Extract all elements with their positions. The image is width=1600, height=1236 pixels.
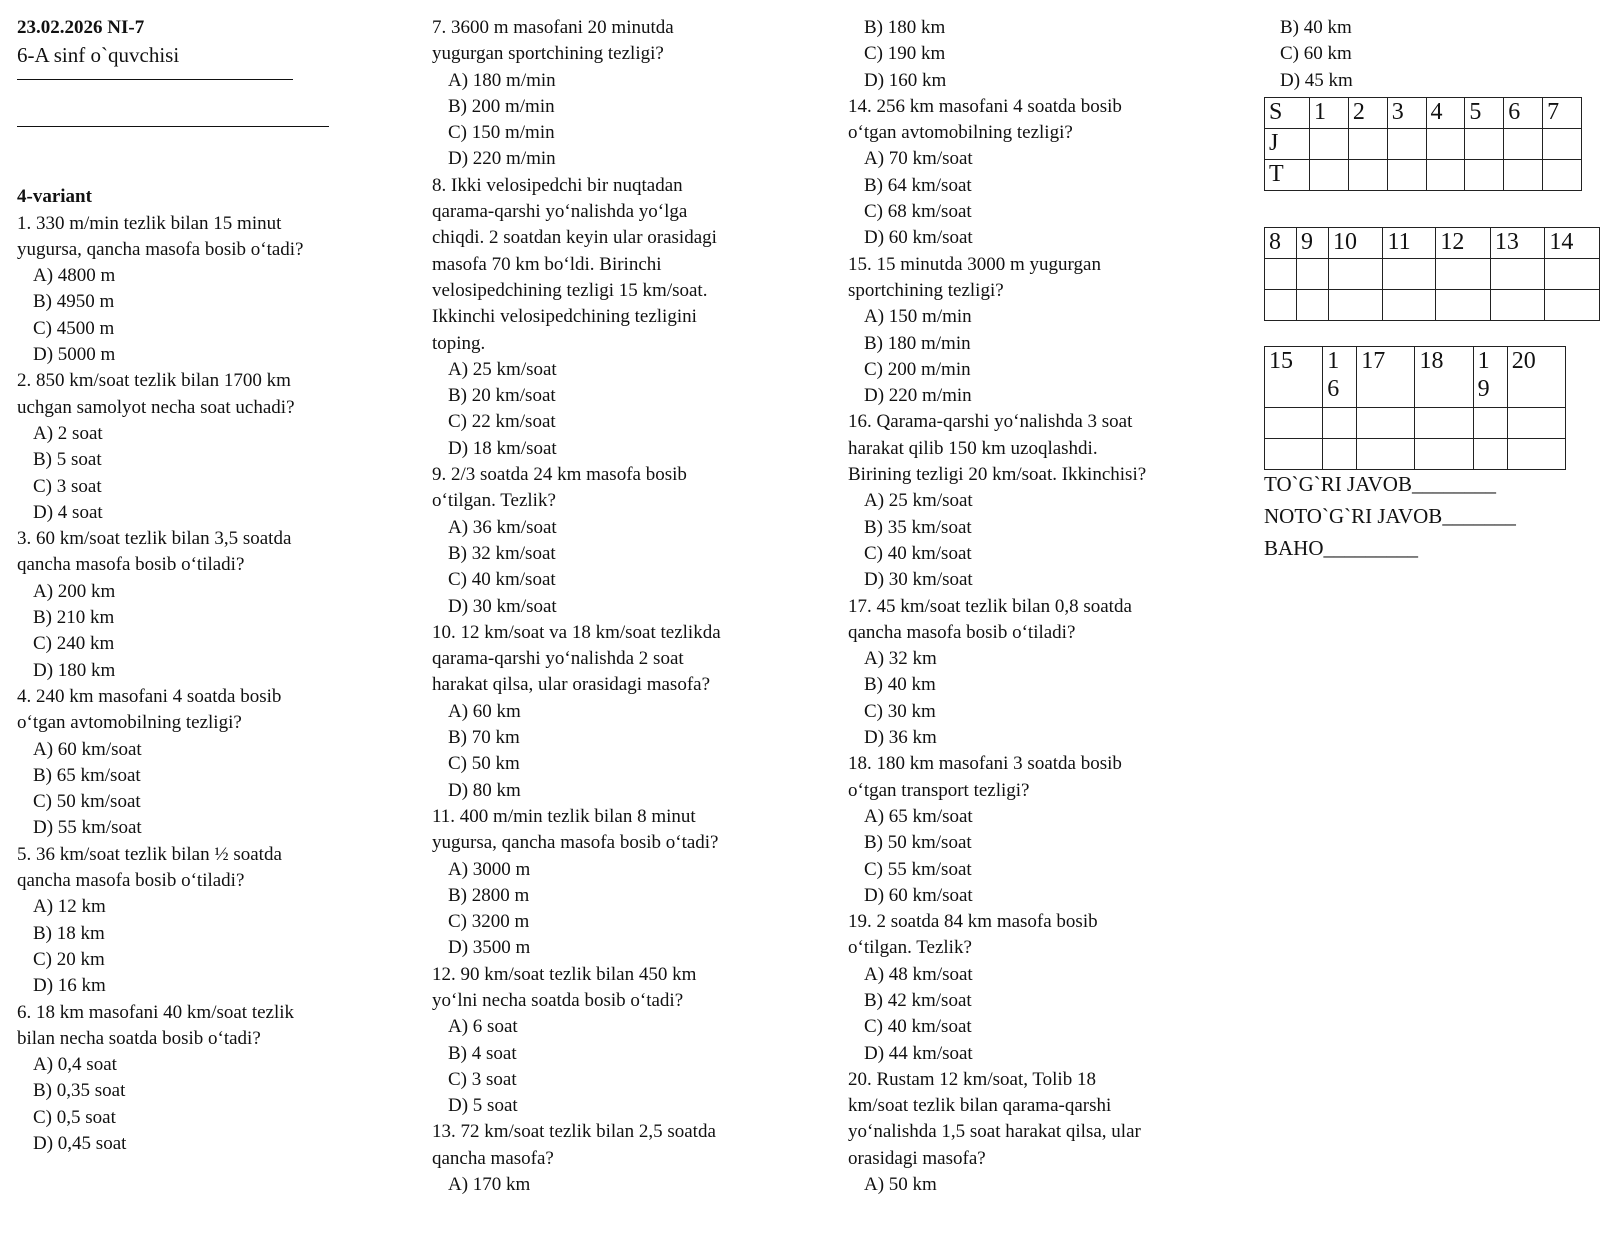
table-cell: 6	[1504, 98, 1543, 129]
question-text: uchgan samolyot necha soat uchadi?	[17, 396, 295, 418]
question-9	[432, 462, 832, 620]
answer-option: A) 180 m/min	[448, 69, 556, 91]
answer-option: A) 6 soat	[448, 1016, 518, 1038]
answer-cell[interactable]	[1348, 160, 1387, 191]
answer-option: B) 180 km	[864, 17, 946, 38]
answer-cell[interactable]	[1265, 259, 1297, 290]
question-text: masofa 70 km bo‘ldi. Birinchi	[432, 253, 662, 275]
question-text: qancha masofa?	[432, 1147, 554, 1169]
answer-option: D) 220 m/min	[448, 148, 556, 170]
answer-option: C) 200 m/min	[864, 358, 971, 380]
answer-table-header-row	[1265, 228, 1600, 259]
answer-option: D) 5 soat	[448, 1095, 518, 1117]
question-text: orasidagi masofa?	[848, 1147, 986, 1169]
answer-option: A) 50 km	[864, 1174, 937, 1196]
answer-row	[1265, 290, 1600, 321]
question-text: 18. 180 km masofani 3 soatda bosib	[848, 753, 1122, 775]
table-cell: 7	[1543, 98, 1582, 129]
answer-option: B) 65 km/soat	[33, 764, 141, 786]
answer-option: B) 0,35 soat	[33, 1080, 126, 1102]
answer-cell[interactable]	[1465, 129, 1504, 160]
answer-option: C) 3 soat	[448, 1068, 517, 1090]
answer-cell[interactable]	[1387, 129, 1426, 160]
question-text: o‘tgan transport tezligi?	[848, 779, 1030, 801]
answer-table-header-row	[1265, 347, 1566, 408]
answer-cell[interactable]	[1415, 408, 1473, 439]
question-text: 9. 2/3 soatda 24 km masofa bosib	[432, 464, 687, 486]
answer-option: A) 48 km/soat	[864, 963, 973, 985]
answer-option: C) 40 km/soat	[448, 569, 556, 591]
question-text: 16. Qarama-qarshi yo‘nalishda 3 soat	[848, 411, 1133, 433]
question-2	[17, 368, 407, 526]
answer-cell[interactable]	[1383, 259, 1436, 290]
table-cell: 8	[1265, 228, 1297, 259]
column-1	[17, 15, 407, 1157]
answer-option: B) 40 km	[1280, 17, 1352, 38]
table-cell: 4	[1426, 98, 1465, 129]
answer-option: B) 32 km/soat	[448, 542, 556, 564]
table-cell: T	[1265, 160, 1310, 191]
question-text: 1. 330 m/min tezlik bilan 15 minut	[17, 212, 282, 234]
answer-cell[interactable]	[1545, 290, 1600, 321]
answer-option: D) 180 km	[33, 659, 116, 681]
answer-option: B) 180 m/min	[864, 332, 971, 354]
answer-option: A) 170 km	[448, 1174, 531, 1196]
question-10	[432, 620, 832, 804]
table-cell: 1 9	[1473, 347, 1507, 408]
answer-option: B) 210 km	[33, 607, 115, 629]
question-text: 19. 2 soatda 84 km masofa bosib	[848, 911, 1098, 933]
answer-row	[1265, 439, 1566, 470]
question-3	[17, 526, 407, 684]
question-text: harakat qilsa, ular orasidagi masofa?	[432, 674, 711, 696]
question-1	[17, 211, 407, 369]
question-18	[848, 751, 1248, 909]
table-cell: 1 6	[1323, 347, 1357, 408]
answer-option: C) 50 km/soat	[33, 791, 141, 813]
answer-option: A) 4800 m	[33, 265, 116, 287]
table-cell: 10	[1328, 228, 1383, 259]
question-text: 10. 12 km/soat va 18 km/soat tezlikda	[432, 621, 721, 643]
variant-label: 4-variant	[17, 186, 92, 208]
answer-option: C) 150 m/min	[448, 122, 555, 144]
answer-row	[1265, 259, 1600, 290]
answer-option: B) 40 km	[864, 674, 936, 696]
question-text: qarama-qarshi yo‘nalishda yo‘lga	[432, 201, 688, 223]
question-7	[432, 15, 832, 173]
answer-option: A) 70 km/soat	[864, 148, 973, 170]
column-2	[432, 15, 832, 1198]
answer-row-t	[1265, 160, 1582, 191]
table-cell: 9	[1296, 228, 1328, 259]
answer-cell[interactable]	[1357, 408, 1415, 439]
answer-cell[interactable]	[1415, 439, 1473, 470]
answer-cell[interactable]	[1507, 439, 1565, 470]
answer-cell[interactable]	[1309, 160, 1348, 191]
question-text: 3. 60 km/soat tezlik bilan 3,5 soatda	[17, 528, 292, 550]
answer-option: B) 70 km	[448, 727, 520, 749]
answer-option: D) 45 km	[1280, 69, 1353, 91]
question-text: Birining tezligi 20 km/soat. Ikkinchisi?	[848, 464, 1147, 486]
question-text: toping.	[432, 332, 486, 354]
answer-option: B) 64 km/soat	[864, 174, 972, 196]
answer-cell[interactable]	[1328, 290, 1383, 321]
answer-option: D) 30 km/soat	[448, 595, 557, 617]
answer-cell[interactable]	[1473, 408, 1507, 439]
answer-cell[interactable]	[1473, 439, 1507, 470]
question-text: 14. 256 km masofani 4 soatda bosib	[848, 95, 1122, 117]
answer-option: C) 190 km	[864, 43, 946, 65]
answer-cell[interactable]	[1543, 129, 1582, 160]
question-text: yo‘nalishda 1,5 soat harakat qilsa, ular	[848, 1121, 1141, 1143]
question-text: o‘tilgan. Tezlik?	[848, 937, 972, 959]
answer-option: D) 16 km	[33, 975, 106, 997]
answer-table-15-20	[1264, 346, 1566, 470]
correct-answers-label: TO`G`RI JAVOB________	[1264, 472, 1496, 496]
answer-option: B) 18 km	[33, 922, 105, 944]
answer-option: C) 60 km	[1280, 43, 1352, 65]
question-text: yugursa, qancha masofa bosib o‘tadi?	[17, 238, 304, 260]
answer-option: C) 0,5 soat	[33, 1106, 116, 1128]
question-text: harakat qilib 150 km uzoqlashdi.	[848, 437, 1098, 459]
answer-cell[interactable]	[1504, 160, 1543, 191]
question-11	[432, 804, 832, 962]
answer-option: C) 40 km/soat	[864, 1016, 972, 1038]
answer-option: B) 4 soat	[448, 1042, 517, 1064]
answer-cell[interactable]	[1490, 290, 1545, 321]
answer-option: A) 65 km/soat	[864, 805, 973, 827]
answer-cell[interactable]	[1465, 160, 1504, 191]
question-text: 5. 36 km/soat tezlik bilan ½ soatda	[17, 843, 282, 865]
column-4	[1264, 15, 1600, 94]
answer-option: B) 200 m/min	[448, 95, 555, 117]
answer-cell[interactable]	[1348, 129, 1387, 160]
question-19	[848, 909, 1248, 1067]
answer-option: D) 0,45 soat	[33, 1132, 127, 1154]
test-date: 23.02.2026 NI-7	[17, 17, 145, 38]
answer-option: A) 60 km	[448, 700, 521, 722]
answer-option: D) 3500 m	[448, 937, 531, 959]
answer-option: C) 55 km/soat	[864, 858, 972, 880]
answer-cell[interactable]	[1543, 160, 1582, 191]
question-text: qarama-qarshi yo‘nalishda 2 soat	[432, 648, 684, 670]
question-text: o‘tgan avtomobilning tezligi?	[17, 712, 242, 734]
answer-option: A) 12 km	[33, 896, 106, 918]
answer-option: D) 44 km/soat	[864, 1042, 973, 1064]
table-cell: 1	[1309, 98, 1348, 129]
answer-option: A) 3000 m	[448, 858, 531, 880]
answer-option: D) 5000 m	[33, 344, 116, 366]
question-20	[848, 1067, 1248, 1198]
answer-option: B) 20 km/soat	[448, 385, 556, 407]
question-text: 11. 400 m/min tezlik bilan 8 minut	[432, 805, 696, 827]
answer-option: D) 60 km/soat	[864, 884, 973, 906]
table-cell: 2	[1348, 98, 1387, 129]
wrong-answers-label: NOTO`G`RI JAVOB_______	[1264, 504, 1516, 528]
question-17	[848, 594, 1248, 752]
answer-option: C) 50 km	[448, 753, 520, 775]
answer-cell[interactable]	[1383, 290, 1436, 321]
answer-option: C) 3 soat	[33, 475, 102, 497]
answer-option: B) 5 soat	[33, 449, 102, 471]
answer-option: B) 4950 m	[33, 291, 115, 313]
class-label: 6-A sinf o`quvchisi	[17, 43, 180, 68]
answer-option: D) 160 km	[864, 69, 947, 91]
answer-cell[interactable]	[1265, 290, 1297, 321]
answer-cell[interactable]	[1507, 408, 1565, 439]
question-text: yo‘lni necha soatda bosib o‘tadi?	[432, 989, 684, 1011]
answer-cell[interactable]	[1309, 129, 1348, 160]
table-cell: 18	[1415, 347, 1473, 408]
question-text: 2. 850 km/soat tezlik bilan 1700 km	[17, 370, 291, 392]
table-cell: 5	[1465, 98, 1504, 129]
answer-cell[interactable]	[1296, 259, 1328, 290]
question-text: 4. 240 km masofani 4 soatda bosib	[17, 685, 282, 707]
question-text: Ikkinchi velosipedchining tezligini	[432, 306, 697, 328]
question-text: velosipedchining tezligi 15 km/soat.	[432, 279, 708, 301]
answer-option: A) 25 km/soat	[864, 490, 973, 512]
score-block	[1264, 468, 1516, 564]
answer-cell[interactable]	[1328, 259, 1383, 290]
answer-cell[interactable]	[1296, 290, 1328, 321]
question-text: o‘tilgan. Tezlik?	[432, 490, 556, 512]
question-text: yugursa, qancha masofa bosib o‘tadi?	[432, 832, 719, 854]
question-text: qancha masofa bosib o‘tiladi?	[848, 621, 1076, 643]
question-text: km/soat tezlik bilan qarama-qarshi	[848, 1095, 1112, 1117]
answer-table-8-14	[1264, 227, 1600, 321]
question-text: bilan necha soatda bosib o‘tadi?	[17, 1027, 261, 1049]
question-text: o‘tgan avtomobilning tezligi?	[848, 122, 1073, 144]
answer-cell[interactable]	[1426, 129, 1465, 160]
answer-cell[interactable]	[1436, 290, 1491, 321]
question-text: 8. Ikki velosipedchi bir nuqtadan	[432, 174, 683, 196]
answer-option: D) 30 km/soat	[864, 569, 973, 591]
question-8	[432, 173, 832, 462]
answer-row	[1265, 408, 1566, 439]
answer-option: D) 18 km/soat	[448, 437, 557, 459]
question-12	[432, 962, 832, 1120]
answer-option: B) 35 km/soat	[864, 516, 972, 538]
answer-option: A) 2 soat	[33, 422, 103, 444]
answer-option: A) 36 km/soat	[448, 516, 557, 538]
answer-option: C) 240 km	[33, 633, 115, 655]
answer-cell[interactable]	[1545, 259, 1600, 290]
answer-option: D) 55 km/soat	[33, 817, 142, 839]
answer-option: C) 68 km/soat	[864, 201, 972, 223]
answer-option: A) 60 km/soat	[33, 738, 142, 760]
name-blank-line	[17, 79, 293, 80]
question-5	[17, 842, 407, 1000]
question-14	[848, 94, 1248, 252]
answer-option: C) 30 km	[864, 700, 936, 722]
question-text: qancha masofa bosib o‘tiladi?	[17, 870, 245, 892]
answer-option: A) 32 km	[864, 648, 937, 670]
answer-cell[interactable]	[1436, 259, 1491, 290]
table-cell: 13	[1490, 228, 1545, 259]
question-text: 15. 15 minutda 3000 m yugurgan	[848, 253, 1101, 275]
answer-cell[interactable]	[1490, 259, 1545, 290]
answer-option: D) 4 soat	[33, 501, 103, 523]
table-cell: 17	[1357, 347, 1415, 408]
question-text: chiqdi. 2 soatdan keyin ular orasidagi	[432, 227, 717, 249]
answer-option: C) 3200 m	[448, 911, 530, 933]
answer-cell[interactable]	[1387, 160, 1426, 191]
question-text: qancha masofa bosib o‘tiladi?	[17, 554, 245, 576]
question-13	[432, 1119, 832, 1198]
table-cell: 14	[1545, 228, 1600, 259]
answer-option: B) 2800 m	[448, 884, 530, 906]
answer-option: A) 200 km	[33, 580, 116, 602]
answer-option: D) 80 km	[448, 779, 521, 801]
answer-option: A) 25 km/soat	[448, 358, 557, 380]
answer-cell[interactable]	[1357, 439, 1415, 470]
table-cell: 11	[1383, 228, 1436, 259]
answer-table-1-7	[1264, 97, 1582, 191]
question-text: 7. 3600 m masofani 20 minutda	[432, 17, 674, 38]
question-15	[848, 252, 1248, 410]
table-cell: 3	[1387, 98, 1426, 129]
answer-cell[interactable]	[1426, 160, 1465, 191]
question-text: 6. 18 km masofani 40 km/soat tezlik	[17, 1001, 295, 1023]
answer-option: C) 40 km/soat	[864, 542, 972, 564]
question-text: 17. 45 km/soat tezlik bilan 0,8 soatda	[848, 595, 1132, 617]
table-cell: J	[1265, 129, 1310, 160]
answer-option: D) 60 km/soat	[864, 227, 973, 249]
question-text: sportchining tezligi?	[848, 279, 1004, 301]
answer-option: D) 220 m/min	[864, 385, 972, 407]
answer-table-header-row	[1265, 98, 1582, 129]
answer-option: C) 22 km/soat	[448, 411, 556, 433]
answer-cell[interactable]	[1265, 439, 1323, 470]
question-text: yugurgan sportchining tezligi?	[432, 43, 664, 65]
answer-option: A) 0,4 soat	[33, 1054, 117, 1076]
column-3	[848, 15, 1248, 1198]
answer-row-j	[1265, 129, 1582, 160]
answer-option: C) 20 km	[33, 948, 105, 970]
question-6	[17, 1000, 407, 1158]
answer-option: C) 4500 m	[33, 317, 115, 339]
question-text: 13. 72 km/soat tezlik bilan 2,5 soatda	[432, 1121, 716, 1143]
question-16	[848, 409, 1248, 593]
answer-cell[interactable]	[1323, 439, 1357, 470]
table-cell: 15	[1265, 347, 1323, 408]
question-text: 20. Rustam 12 km/soat, Tolib 18	[848, 1068, 1096, 1090]
table-cell: S	[1265, 98, 1310, 129]
answer-cell[interactable]	[1323, 408, 1357, 439]
table-cell: 12	[1436, 228, 1491, 259]
question-text: 12. 90 km/soat tezlik bilan 450 km	[432, 963, 697, 985]
answer-cell[interactable]	[1504, 129, 1543, 160]
question-4	[17, 684, 407, 842]
answer-cell[interactable]	[1265, 408, 1323, 439]
answer-option: A) 150 m/min	[864, 306, 972, 328]
table-cell: 20	[1507, 347, 1565, 408]
answer-option: B) 42 km/soat	[864, 989, 972, 1011]
grade-label: BAHO_________	[1264, 536, 1419, 560]
answer-option: B) 50 km/soat	[864, 832, 972, 854]
answer-option: D) 36 km	[864, 727, 937, 749]
